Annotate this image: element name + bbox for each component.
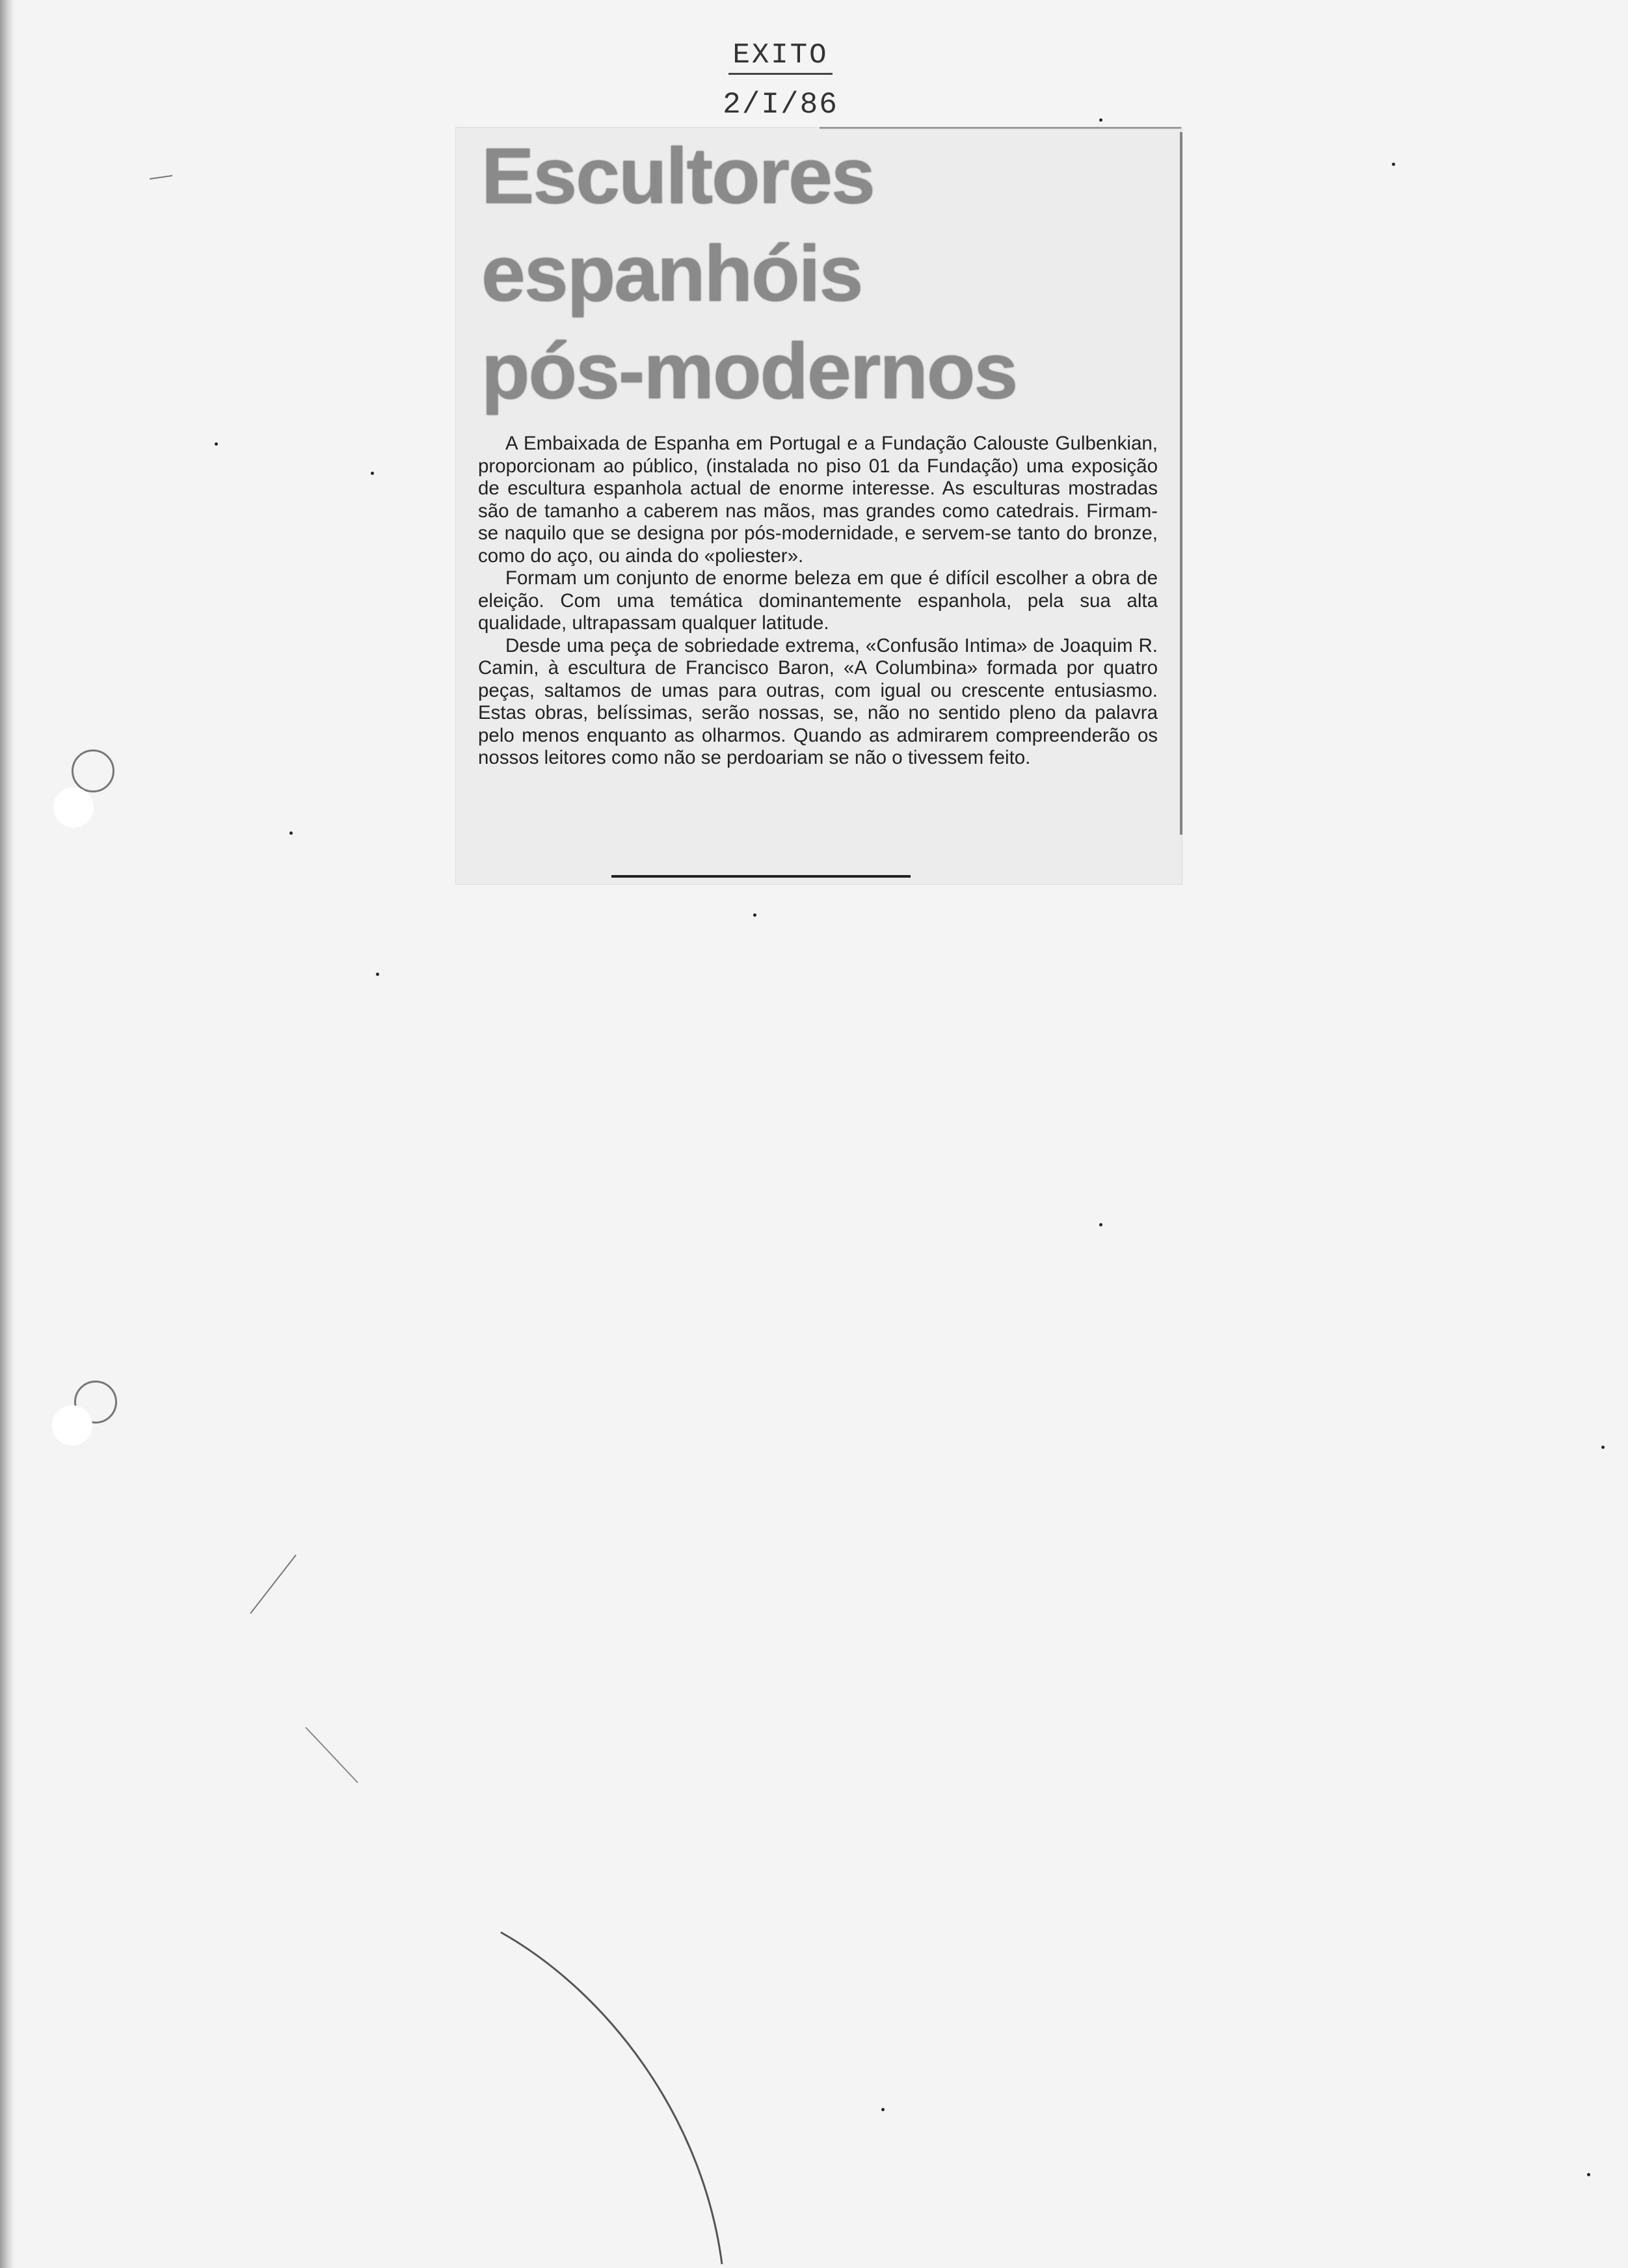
newspaper-source: EXITO bbox=[728, 39, 832, 75]
headline-line: espanhóis bbox=[481, 229, 862, 317]
publication-date: 2/I/86 bbox=[723, 88, 838, 122]
article-paragraph: Formam um conjunto de enorme beleza em que é difícil escolher a obra de eleição. Com uma temática dominantemente espanhola, pela sua alta qualidade, ultrapassam qualquer latitude. bbox=[478, 567, 1158, 634]
article-paragraph: A Embaixada de Espanha em Portugal e a Fundação Calouste Gulbenkian, proporcionam ao público, (instalada no piso 01 da Fundação) uma exposição de escultura espanhola actual de enorme interesse. As esculturas mostradas são de tamanho a caberem nas mãos, mas grandes como catedrais. Firmam-se naquilo que se designa por pós-modernidade, e servem-se tanto do bronze, como do aço, ou ainda do «poliester». bbox=[478, 433, 1158, 567]
headline-line: pós-modernos bbox=[481, 327, 1017, 415]
article-paragraph: Desde uma peça de sobriedade extrema, «Confusão Intima» de Joaquim R. Camin, à escultura de Francisco Baron, «A Columbina» formada por quatro peças, saltamos de umas para outras, com igual ou crescente entusiasmo. Estas obras, belíssimas, serão nossas, se, não no sentido pleno da palavra pelo menos enquanto as olharmos. Quando as admirarem compreenderão os nossos leitores como não se perdoariam se não o tivessem feito. bbox=[478, 634, 1158, 768]
headline-line: Escultores bbox=[481, 131, 874, 220]
